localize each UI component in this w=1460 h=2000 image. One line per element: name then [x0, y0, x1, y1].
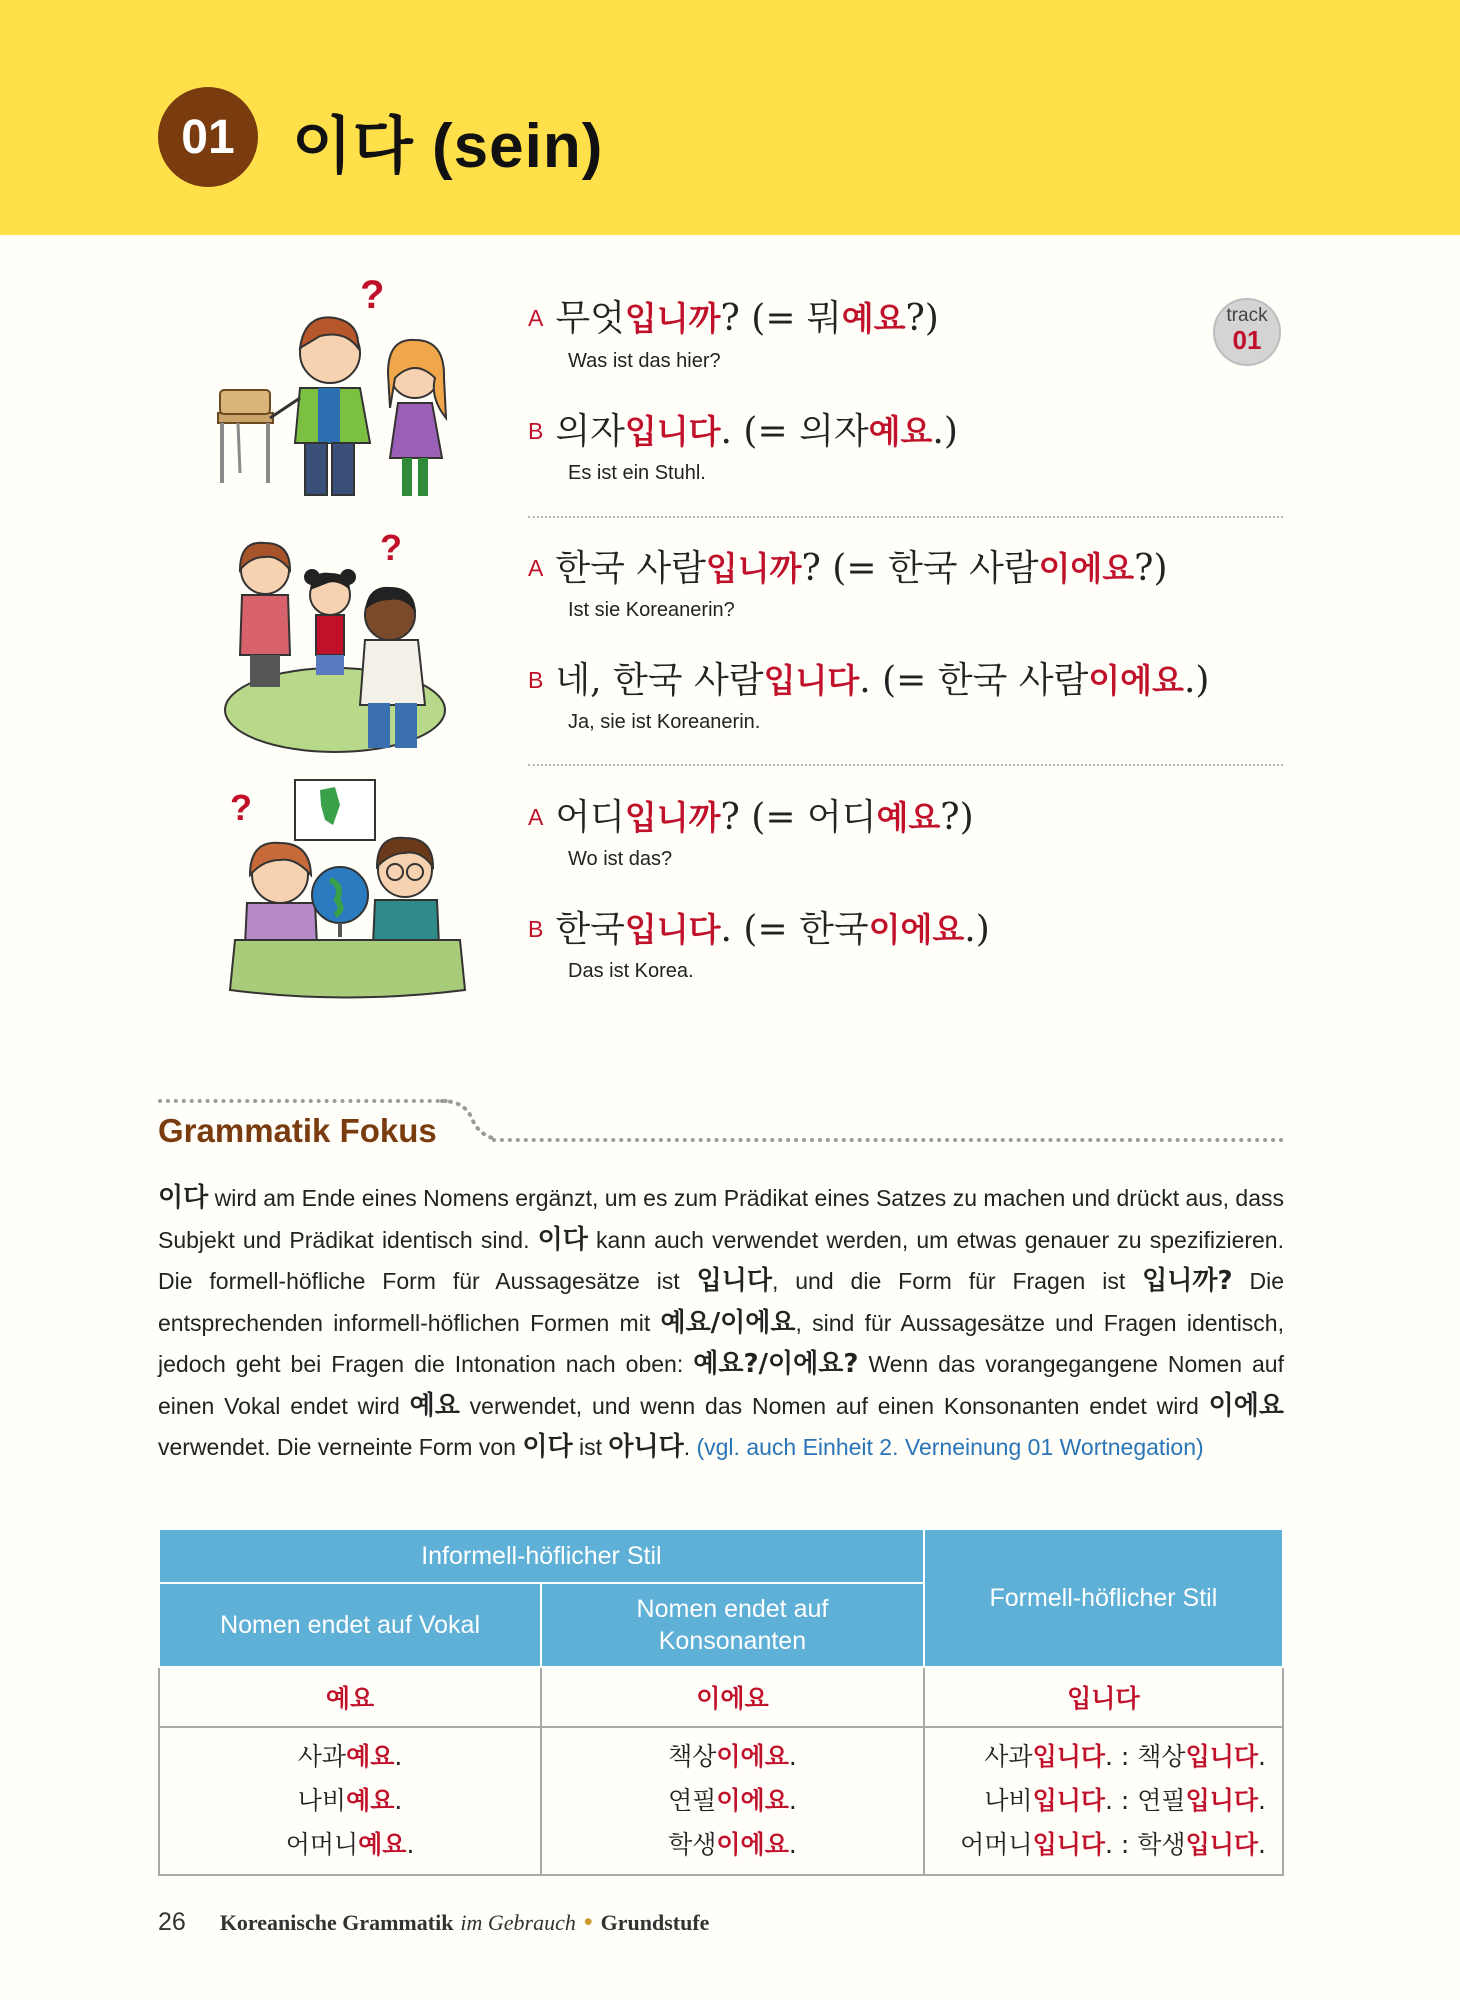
section-divider-curve: [440, 1099, 500, 1144]
dialog-1-question-translation: Was ist das hier?: [568, 350, 721, 372]
dialog-1-answer: [528, 403, 958, 454]
highlight-part: 예요: [868, 412, 933, 451]
svg-text:?: ?: [380, 527, 402, 568]
svg-text:?: ?: [360, 278, 385, 317]
highlight-part: 입니다: [763, 661, 860, 700]
example-row: 연필이에요.: [668, 1786, 797, 1815]
text-part: 어디: [555, 797, 625, 838]
text-part: . (= 한국 사람: [859, 660, 1089, 701]
vowel-column-header: Nomen endet auf Vokal: [159, 1583, 541, 1667]
text-part: 네, 한국 사람: [555, 660, 764, 701]
unit-number: 01: [181, 110, 235, 164]
highlight-part: 이에요: [868, 910, 965, 949]
dialog-2-question-translation: Ist sie Koreanerin?: [568, 599, 735, 621]
page-title: 이다 (sein): [292, 112, 604, 181]
dialog-2-answer: [528, 652, 1209, 703]
book-level: Grundstufe: [600, 1910, 710, 1935]
speaker-a-label: A: [528, 305, 544, 331]
chair-icon: [218, 390, 273, 483]
example-row: 사과예요.: [297, 1742, 403, 1771]
highlight-part: 입니다: [624, 412, 721, 451]
footer-bullet: •: [583, 1908, 593, 1936]
woman-figure: [245, 843, 317, 945]
grammar-table: [158, 1528, 1284, 1876]
text-part: kann auch verwendet werden, um etwas genauer zu spezifizieren. Die formell-höfliche Form für Aussagesätze ist: [158, 1226, 1284, 1294]
dialog-1-answer-translation: Es ist ein Stuhl.: [568, 462, 706, 484]
illustration-globe-dialog: [225, 775, 470, 1010]
text-part: . (= 의자: [720, 411, 869, 452]
text-part: verwendet. Die verneinte Form von: [158, 1434, 523, 1460]
section-divider: [158, 1099, 448, 1103]
text-part: , sind für Aussagesätze und Fragen identisch, jedoch geht bei Fragen die Intonation nach oben:: [158, 1309, 1284, 1377]
korean-term: 입니다: [696, 1266, 772, 1296]
korean-term: 입니까?: [1142, 1266, 1233, 1296]
globe-icon: [312, 867, 368, 937]
korean-term: 아니다: [608, 1432, 684, 1462]
highlight-part: 이에요: [1088, 661, 1184, 700]
text-part: verwendet, und wenn das Nomen auf einen Konsonanten endet wird: [459, 1392, 1209, 1419]
consonant-form: 이에요: [541, 1667, 924, 1727]
audio-track-badge[interactable]: [1213, 298, 1281, 366]
korean-term: 이다: [537, 1224, 588, 1255]
vowel-form: 예요: [159, 1667, 541, 1727]
dialog-3-answer: [528, 901, 990, 952]
track-number: 01: [1232, 325, 1262, 355]
speaker-b-label: B: [528, 916, 544, 942]
section-divider: [492, 1138, 1284, 1142]
cross-reference-link[interactable]: (vgl. auch Einheit 2. Verneinung 01 Wortnegation): [696, 1434, 1204, 1460]
highlight-part: 입니다: [624, 910, 721, 949]
highlight-part: 입니까: [705, 549, 802, 588]
formal-style-header: Formell-höflicher Stil: [924, 1529, 1283, 1667]
highlight-part: 예요: [876, 798, 941, 837]
text-part: , und die Form für Fragen ist: [771, 1268, 1143, 1294]
illustration-chair-dialog: [210, 278, 470, 503]
korean-term: 이다: [522, 1432, 573, 1462]
speaker-b-label: B: [528, 418, 544, 444]
text-part: ?): [905, 298, 939, 339]
section-title: Grammatik Fokus: [158, 1112, 437, 1149]
man-figure: [373, 838, 439, 945]
dialog-1-question: [528, 290, 939, 341]
text-part: .): [932, 411, 958, 452]
page-footer: [158, 1908, 709, 1937]
highlight-part: 예요: [841, 299, 906, 338]
grammar-paragraph: [158, 1178, 1284, 1469]
dialog-separator: [528, 516, 1283, 518]
speaker-b-label: B: [528, 667, 544, 693]
text-part: Die entsprechenden informell-höflichen Formen mit: [158, 1268, 1284, 1336]
text-part: ? (= 한국 사람: [801, 548, 1039, 589]
girl-figure: [388, 340, 446, 496]
text-part: .): [964, 909, 990, 950]
text-part: 한국: [555, 909, 625, 950]
speaker-a-label: A: [528, 555, 544, 581]
korean-term: 예요: [409, 1390, 460, 1421]
example-row: 사과입니다. : 책상입니다.: [984, 1742, 1266, 1771]
example-row: 어머니예요.: [285, 1830, 415, 1859]
text-part: ist: [572, 1434, 609, 1460]
text-part: Wenn das vorangegangene Nomen auf einen Vokal endet wird: [158, 1351, 1284, 1419]
text-part: ?): [940, 797, 974, 838]
text-part: ? (= 어디: [720, 797, 877, 838]
illustration-korean-dialog: [220, 525, 460, 760]
boy-figure: [270, 317, 370, 495]
formal-form: 입니다: [924, 1667, 1283, 1727]
speaker-a-label: A: [528, 804, 544, 830]
svg-text:?: ?: [230, 787, 252, 828]
text-part: .: [683, 1434, 697, 1460]
text-part: 의자: [555, 411, 625, 452]
text-part: 한국 사람: [555, 548, 706, 589]
korean-term: 이다: [158, 1183, 209, 1213]
example-row: 나비예요.: [297, 1786, 403, 1815]
text-part: wird am Ende eines Nomens ergänzt, um es zum Prädikat eines Satzes zu machen und drückt aus, dass Subjekt und Prädikat identisch sind.: [158, 1185, 1284, 1253]
highlight-part: 이에요: [1038, 549, 1135, 588]
track-label: track: [1226, 305, 1268, 326]
example-row: 어머니입니다. : 학생입니다.: [960, 1830, 1266, 1859]
page-number: 26: [158, 1908, 186, 1936]
dialog-3-answer-translation: Das ist Korea.: [568, 960, 694, 982]
example-row: 책상이에요.: [668, 1742, 797, 1771]
woman-figure: [240, 543, 290, 687]
consonant-column-header: Nomen endet auf Konsonanten: [541, 1583, 924, 1667]
informal-style-header: Informell-höflicher Stil: [159, 1529, 924, 1583]
vowel-examples: [159, 1727, 541, 1875]
girl-figure: [304, 569, 356, 675]
formal-examples: [924, 1727, 1283, 1875]
highlight-part: 입니까: [624, 798, 721, 837]
example-row: 나비입니다. : 연필입니다.: [984, 1786, 1266, 1815]
unit-number-badge: [158, 87, 258, 187]
dialog-3-question: [528, 789, 974, 840]
book-title: Koreanische Grammatik: [219, 1910, 454, 1935]
dialog-2-answer-translation: Ja, sie ist Koreanerin.: [568, 711, 761, 733]
text-part: ? (= 뭐: [720, 298, 842, 339]
korean-term: 예요?/이에요?: [693, 1349, 859, 1379]
book-title-italic: im Gebrauch: [460, 1910, 576, 1935]
highlight-part: 입니까: [624, 299, 721, 338]
text-part: 무엇: [555, 298, 625, 339]
text-part: .): [1183, 660, 1210, 701]
text-part: . (= 한국: [720, 909, 869, 950]
dialog-2-question: [528, 540, 1168, 591]
consonant-examples: [541, 1727, 924, 1875]
dialog-3-question-translation: Wo ist das?: [568, 848, 673, 870]
dialog-separator: [528, 764, 1283, 766]
korean-term: 예요/이에요: [660, 1307, 796, 1338]
example-row: 학생이에요.: [668, 1830, 797, 1859]
text-part: ?): [1134, 548, 1168, 589]
korean-term: 이에요: [1208, 1390, 1284, 1421]
